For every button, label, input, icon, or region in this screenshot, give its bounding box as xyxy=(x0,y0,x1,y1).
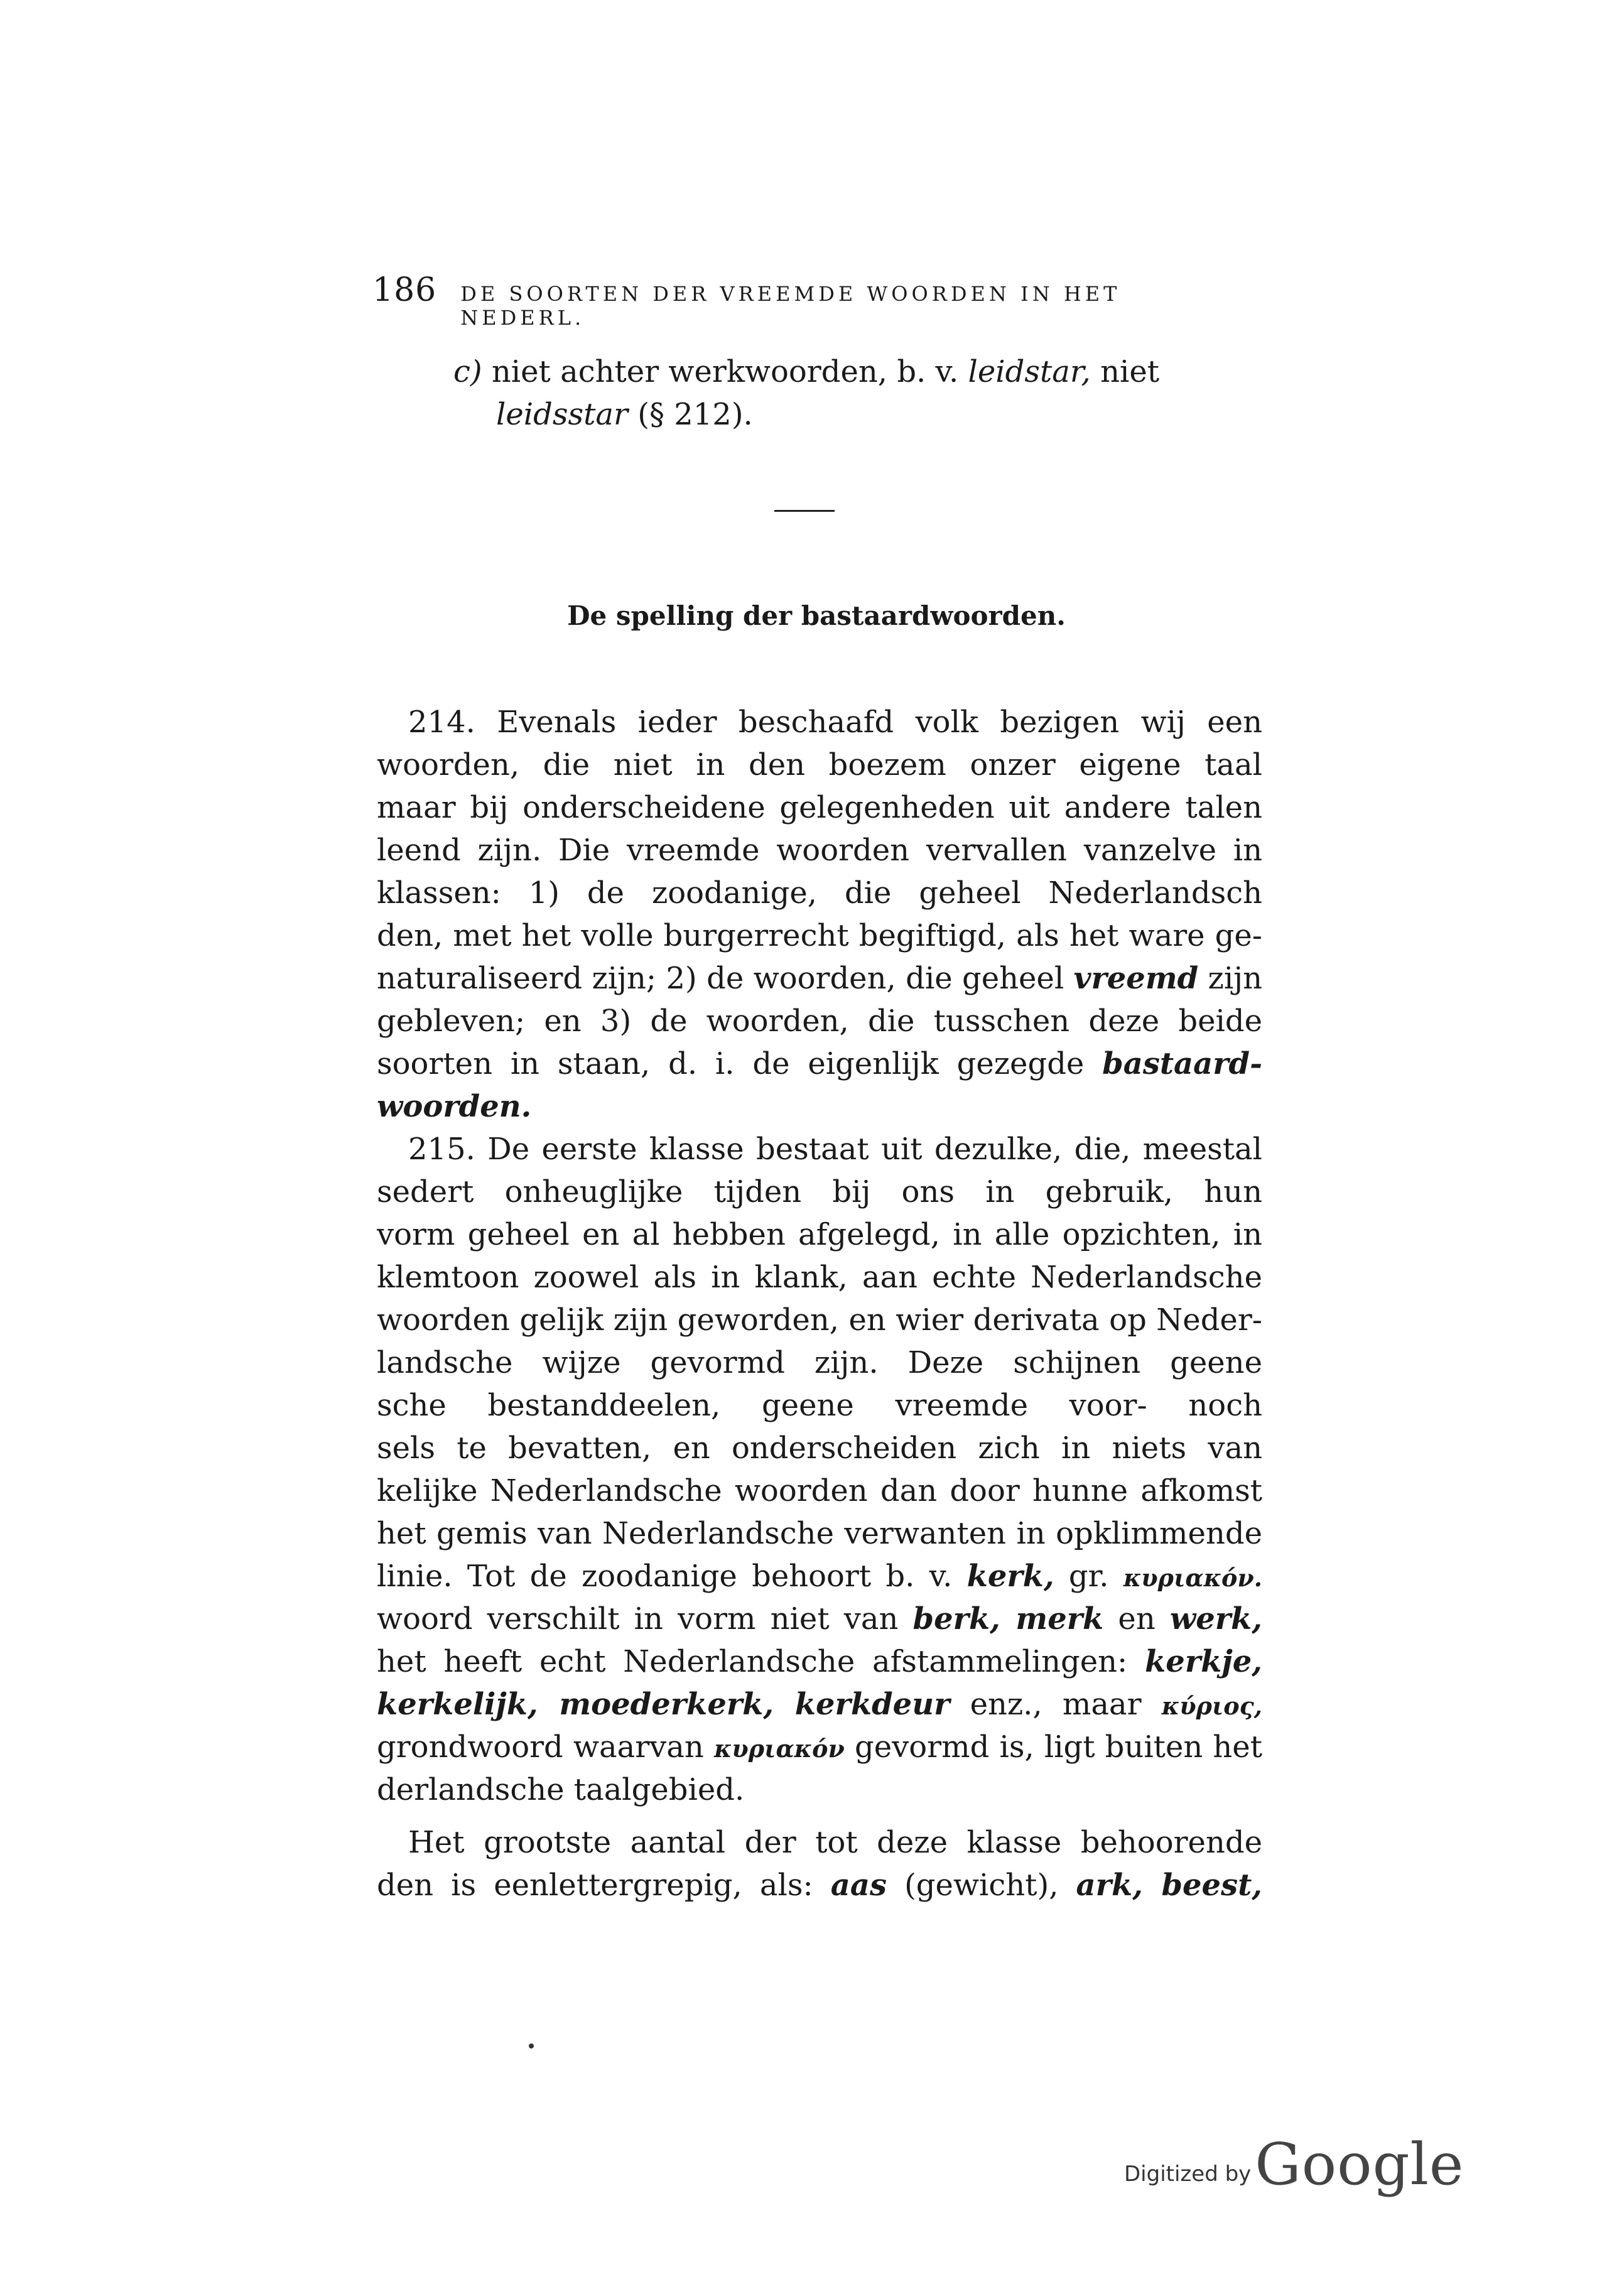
paragraph-215-line: woorden gelijk zijn geworden, en wier derivata op Neder- xyxy=(377,1302,1262,1338)
list-marker: c) xyxy=(453,354,482,389)
paragraph-215-line: landsche wijze gevormd zijn. Deze schijnen geene xyxy=(377,1345,1262,1380)
paragraph-215-line: woord verschilt in vorm niet van berk, merk en werk, xyxy=(377,1601,1262,1637)
paragraph-214-line: den, met het volle burgerrecht begiftigd, als het ware ge- xyxy=(377,918,1262,953)
paragraph-215-line: het gemis van Nederlandsche verwanten in opklimmende xyxy=(377,1516,1262,1551)
paragraph-215-line: het heeft echt Nederlandsche afstammelingen: kerkje, xyxy=(377,1643,1262,1680)
example-word: berk, merk xyxy=(912,1601,1104,1637)
example-word: aas xyxy=(830,1868,887,1903)
paragraph-215-line: sche bestanddeelen, geene vreemde voor- noch xyxy=(377,1388,1262,1423)
google-logo: Google xyxy=(1255,2131,1464,2198)
example-word: werk, xyxy=(1169,1601,1262,1637)
paragraph-214-line: naturaliseerd zijn; 2) de woorden, die geheel vreemd zijn xyxy=(377,961,1262,996)
carryover-line-2: leidsstar (§ 212). xyxy=(496,397,753,432)
running-head xyxy=(372,271,1252,330)
emphasis: bastaard- xyxy=(1102,1046,1262,1081)
paragraph-214-line: soorten in staan, d. i. de eigenlijk gezegde bastaard- xyxy=(377,1046,1262,1081)
greek-word: κύριος, xyxy=(1161,1692,1262,1720)
paragraph-214-line: maar bij onderscheidene gelegenheden uit andere talen xyxy=(377,790,1262,825)
example-word: leidstar, xyxy=(968,354,1091,389)
paragraph-214-line: gebleven; en 3) de woorden, die tusschen deze beide xyxy=(377,1004,1262,1039)
paragraph-214-line: leend zijn. Die vreemde woorden vervallen vanzelve in xyxy=(377,833,1262,868)
ink-speck xyxy=(529,2043,534,2048)
paragraph-215-line: grondwoord waarvan κυριακόν gevormd is, ligt buiten het xyxy=(377,1729,1262,1765)
paragraph-215-line: derlandsche taalgebied. xyxy=(377,1772,745,1807)
example-word: leidsstar xyxy=(496,397,628,432)
running-title: DE SOORTEN DER VREEMDE WOORDEN IN HET NEDERL. xyxy=(460,282,1121,330)
digitization-watermark xyxy=(1124,2129,1464,2198)
paragraph-215-line: kerkelijk, moederkerk, kerkdeur enz., maar κύριος, xyxy=(377,1687,1262,1722)
paragraph-214-line: klassen: 1) de zoodanige, die geheel Nederlandsch xyxy=(377,875,1262,911)
emphasis: vreemd xyxy=(1073,961,1199,996)
emphasis: woorden. xyxy=(377,1089,532,1124)
greek-word: κυριακόν xyxy=(713,1734,845,1763)
example-word: kerkje, xyxy=(1145,1644,1262,1679)
example-word: ark, beest, xyxy=(1076,1868,1262,1903)
paragraph-215-line: sedert onheuglijke tijden bij ons in gebruik, hun xyxy=(377,1174,1262,1209)
carryover-line-1: c) niet achter werkwoorden, b. v. leidstar, niet xyxy=(453,354,1160,389)
page-number: 186 xyxy=(372,271,437,309)
paragraph-215-line: kelijke Nederlandsche woorden dan door hunne afkomst xyxy=(377,1473,1262,1508)
paragraph-215-line: linie. Tot de zoodanige behoort b. v. kerk, gr. κυριακόν. xyxy=(377,1559,1262,1594)
paragraph-214-line xyxy=(377,1088,531,1125)
paragraph-215-line: 215. De eerste klasse bestaat uit dezulke, die, meestal xyxy=(408,1132,1262,1167)
watermark-label: Digitized by xyxy=(1124,2162,1252,2187)
paragraph-next-line: Het grootste aantal der tot deze klasse behoorende xyxy=(408,1825,1262,1860)
greek-word: κυριακόν. xyxy=(1123,1564,1262,1592)
paragraph-215-line: klemtoon zoowel als in klank, aan echte Nederlandsche xyxy=(377,1260,1262,1295)
example-word: kerkelijk, moederkerk, kerkdeur xyxy=(377,1687,950,1722)
section-heading: De spelling der bastaardwoorden. xyxy=(567,600,1066,631)
paragraph-215-line: vorm geheel en al hebben afgelegd, in alle opzichten, in xyxy=(377,1217,1262,1252)
paragraph-next-line: den is eenlettergrepig, als: aas (gewicht), ark, beest, xyxy=(377,1866,1262,1904)
paragraph-214-line: 214. Evenals ieder beschaafd volk bezigen wij een xyxy=(408,705,1262,740)
paragraph-214-line: woorden, die niet in den boezem onzer eigene taal xyxy=(377,747,1262,782)
section-divider xyxy=(774,510,835,512)
paragraph-215-line: sels te bevatten, en onderscheiden zich in niets van xyxy=(377,1431,1262,1466)
example-word: kerk, xyxy=(966,1559,1054,1594)
